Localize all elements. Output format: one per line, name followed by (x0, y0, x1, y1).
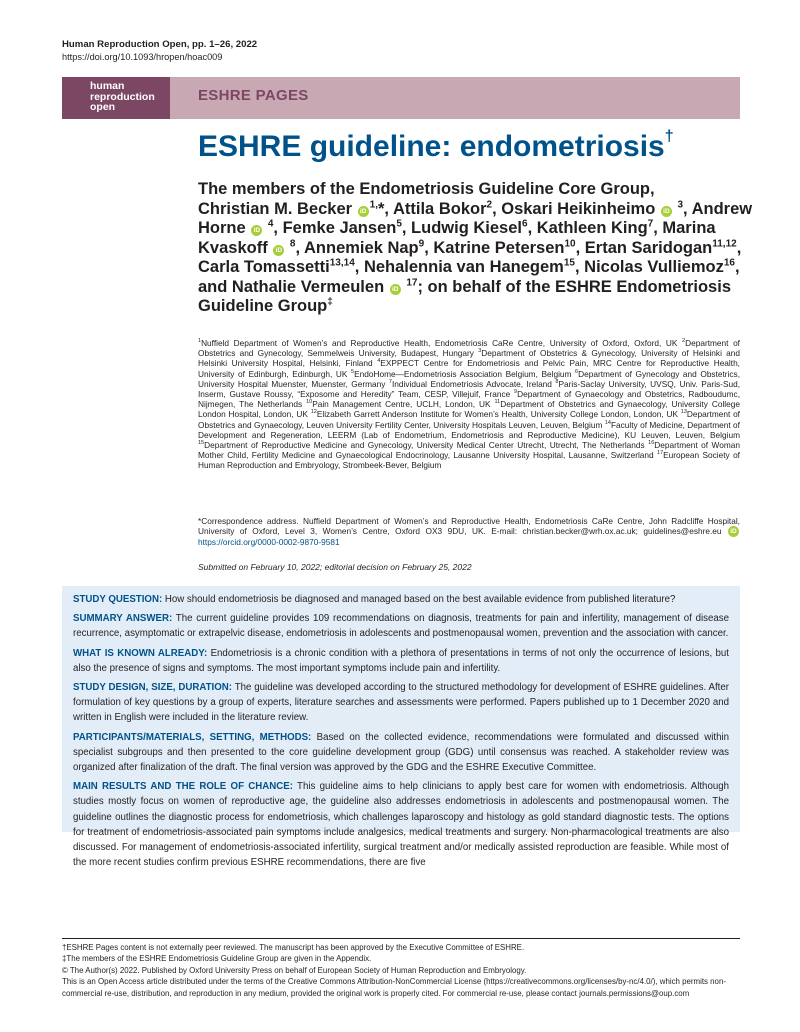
affiliation-ref: 17 (406, 277, 418, 288)
orcid-icon[interactable]: iD (728, 526, 739, 537)
author-name[interactable]: , Nicolas Vulliemoz (574, 258, 724, 276)
affiliation-ref: 15 (563, 257, 575, 269)
footnote: This is an Open Access article distributed under the terms of the Creative Commons Attribution-NonCommercial License (https://creativecommons.org/licenses/by-nc/4.0/), which permits non-commercial re-use, distribution, and reproduction in any medium, provided the original work is properly cited. For commercial re-use, please contact journals.permissions@oup.com (62, 977, 726, 998)
affiliation-number: 13 (680, 409, 687, 416)
author-name[interactable]: Christian M. Becker (198, 199, 353, 218)
affiliation-number: 6 (575, 368, 579, 375)
affiliation-ref: 8 (289, 238, 296, 249)
affiliation-text: Nuffield Department of Women’s and Reproductive Health, Endometriosis CaRe Centre, University of Oxford, Oxford, UK (201, 338, 683, 348)
abstract-heading: STUDY DESIGN, SIZE, DURATION: (73, 682, 232, 694)
logo-line-3: open (90, 101, 116, 113)
affiliation-text: Department of Gynecology and Obstetrics, University Hospital Muenster, Muenster, Germany (198, 368, 741, 389)
abstract-section (73, 680, 729, 726)
abstract-section (73, 779, 729, 870)
journal-logo (62, 77, 170, 119)
title-footnote-mark[interactable]: † (664, 128, 674, 145)
abstract-heading: PARTICIPANTS/MATERIALS, SETTING, METHODS: (73, 731, 312, 743)
abstract-section (73, 730, 729, 776)
submission-dates: Submitted on February 10, 2022; editorial decision on February 25, 2022 (198, 562, 472, 572)
affiliation-number: 15 (198, 440, 205, 447)
correspondence (198, 516, 740, 547)
affiliation-number: 7 (388, 379, 392, 386)
logo-line-1: human (90, 80, 125, 92)
affiliation-number: 10 (306, 399, 313, 406)
abstract-text: The current guideline provides 109 recommendations on diagnosis, treatments for pain and infertility, management of disease recurrence, asymptomatic or extrapelvic disease, endometriosis in adolescents and postmenopausal women, prevention and the association with cancer. (73, 613, 729, 640)
affiliation-ref: 6 (522, 218, 528, 230)
affiliation-number: 11 (494, 399, 501, 406)
affiliation-ref: 10 (564, 238, 576, 249)
doi-link[interactable]: https://doi.org/10.1093/hropen/hoac009 (62, 52, 223, 62)
affiliation-number: 17 (657, 450, 664, 457)
abstract-heading: MAIN RESULTS AND THE ROLE OF CHANCE: (73, 781, 293, 793)
abstract-section (73, 592, 729, 607)
abstract-text: The guideline was developed according to the structured methodology for development of ESHRE guidelines. After formulation of key questions by a group of experts, literature searches and assessments were performed. Papers published up to 1 December 2020 and written in English were included in the literature review. (73, 682, 729, 724)
affiliation-ref: 13,14 (329, 257, 355, 269)
affiliation-text: Pain Management Centre, UCLH, London, UK (312, 399, 495, 410)
affiliation-text: Department of Woman Mother Child, Fertility Medicine and Gynaecological Endocrinology, Lausanne University Hospital, Lausanne, Switzerland (198, 440, 740, 461)
author-name[interactable]: , Ludwig Kiesel (401, 219, 522, 237)
affiliation-number: 4 (377, 358, 381, 365)
affiliation-number: 16 (648, 440, 655, 447)
affiliation-number: 12 (310, 409, 317, 416)
affiliation-ref: 2 (486, 199, 493, 210)
author-name[interactable]: , Kathleen King (527, 219, 648, 237)
affiliation-text: Department of Reproductive Medicine and Gynecology, University Medical Center Utrecht, Utrecht, The Netherlands (204, 440, 649, 451)
affiliation-text: Department of Obstetrics and Gynaecology, Leuven University Fertility Center, University Hospitals Leuven, Leuven, Belgium (198, 409, 740, 430)
logo-line-2: reproduction (90, 90, 155, 103)
footnotes (62, 938, 740, 999)
author-list (198, 180, 758, 317)
abstract-text: Endometriosis is a chronic condition with a plethora of presentations in terms of not only the occurrence of lesions, but also the presence of signs and symptoms. The most important symptoms include pain and infertility. (73, 647, 729, 674)
author-name[interactable]: , Andrew Horne (198, 199, 753, 237)
group-line: The members of the Endometriosis Guideline Core Group, (198, 180, 655, 198)
affiliation-number: 9 (514, 389, 518, 396)
orcid-icon[interactable]: iD (251, 225, 262, 236)
affiliation-ref: 3 (677, 199, 684, 210)
author-name[interactable]: , Marina Kvaskoff (198, 219, 716, 257)
correspondence-text: *Correspondence address. Nuffield Department of Women’s and Reproductive Health, Endometriosis CaRe Centre, John Radcliffe Hospital, University of Oxford, Level 3, Women’s Centre, Oxford OX3 9DU, UK. E-mail: christian.becker@wrh.ox.ac.uk; guidelines@eshre.eu (198, 516, 740, 537)
structured-abstract (62, 586, 740, 869)
abstract-section (73, 646, 729, 676)
orcid-link[interactable]: https://orcid.org/0000-0002-9870-9581 (198, 537, 340, 548)
affiliation-number: 8 (555, 379, 559, 386)
author-name[interactable]: , Femke Jansen (273, 219, 397, 237)
affiliation-ref: 4 (267, 218, 274, 230)
affiliation-text: Individual Endometriosis Advocate, Ireland (391, 378, 556, 389)
section-label: ESHRE PAGES (198, 87, 309, 104)
affiliation-ref: 9 (418, 238, 425, 249)
abstract-heading: STUDY QUESTION: (73, 594, 163, 605)
author-name[interactable]: , and Nathalie Vermeulen (198, 258, 740, 296)
affiliation-text: Paris-Saclay University, UVSQ, Univ. Paris-Sud, Inserm, Gustave Roussy, “Exposome and Heredity” Team, CESP, Villejuif, France (198, 378, 741, 400)
affiliation-number: 2 (682, 338, 686, 345)
article-title-text: ESHRE guideline: endometriosis (198, 130, 665, 163)
affiliation-number: 1 (198, 338, 202, 345)
affiliation-number: 3 (478, 348, 482, 355)
group-footnote-mark[interactable]: ‡ (327, 296, 333, 308)
affiliation-text: Department of Obstetrics & Gynecology, University of Helsinki and Helsinki University Hospital, Helsinki, Finland (198, 348, 740, 369)
author-separator: *, (378, 199, 393, 218)
orcid-icon[interactable]: iD (661, 206, 672, 217)
article-title (198, 130, 674, 164)
affiliation-text: Elizabeth Garrett Anderson Institute for Women’s Health, University College London, London, UK (316, 409, 681, 420)
author-name[interactable]: , Katrine Petersen (424, 238, 565, 257)
affiliation-text: Faculty of Medicine, Department of Development and Regeneration, LEERM (Lab of Endometrium, Endometriosis and Reproductive Medicine), KU Leuven, Leuven, Belgium (198, 419, 740, 440)
affiliation-text: Department of Obstetrics and Gynecology, Semmelweis University, Budapest, Hungary (198, 338, 740, 359)
abstract-text: How should endometriosis be diagnosed and managed based on the best available evidence from published literature? (162, 594, 676, 605)
affiliation-ref: 5 (396, 218, 402, 230)
author-name[interactable]: , Annemiek Nap (295, 238, 419, 257)
affiliation-ref: 7 (647, 218, 654, 230)
author-name[interactable]: , Nehalennia van Hanegem (354, 258, 564, 276)
abstract-heading: WHAT IS KNOWN ALREADY: (73, 647, 208, 659)
affiliation-number: 14 (604, 419, 611, 426)
author-closing: ; on behalf of the ESHRE Endometriosis Guideline Group (198, 277, 731, 315)
footnote: ‡The members of the ESHRE Endometriosis Guideline Group are given in the Appendix. (62, 954, 372, 964)
affiliations (198, 338, 740, 471)
orcid-icon[interactable]: iD (273, 245, 284, 256)
affiliation-ref: 16 (723, 257, 735, 269)
affiliation-text: Department of Gynaecology and Obstetrics, Radboudumc, Nijmegen, The Netherlands (198, 389, 740, 410)
author-name[interactable]: , Ertan Saridogan (575, 238, 713, 257)
affiliation-text: EXPPECT Centre for Endometriosis and Pelvic Pain, MRC Centre for Reproductive Health, University of Edinburgh, Edinburgh, UK (198, 358, 740, 379)
affiliation-text: European Society of Human Reproduction and Embryology, Strombeek-Bever, Belgium (198, 450, 740, 471)
affiliation-number: 5 (351, 368, 355, 375)
abstract-heading: SUMMARY ANSWER: (73, 613, 173, 625)
abstract-section (73, 611, 729, 641)
orcid-icon[interactable]: iD (390, 284, 401, 295)
author-name[interactable]: , Oskari Heikinheimo (492, 199, 656, 218)
abstract-text: Based on the collected evidence, recommendations were formulated and discussed within specialist subgroups and then presented to the core guideline development group (GDG) until consensus was reached. A stakeholder review was organized after finalization of the draft. The final version was approved by the GDG and the ESHRE Executive Committee. (73, 731, 729, 774)
abstract-text: This guideline aims to help clinicians to apply best care for women with endometriosis. Although studies mostly focus on women of reproductive age, the guideline also addresses endometriosis in adolescents and postmenopausal women. The guideline outlines the diagnostic process for endometriosis, which challenges laparoscopy and histology as gold standard diagnostic tests. The options for treatment of endometriosis-associated pain symptoms include analgesics, medical treatments and surgery. Non-pharmacological treatments are also discussed. For management of endometriosis-associated infertility, surgical treatment and/or medically assisted reproduction are feasible. While most of the more recent studies confirm previous ESHRE recommendations, there are five (73, 781, 729, 869)
author-name[interactable]: Attila Bokor (392, 199, 487, 218)
affiliation-ref: 1, (369, 199, 378, 210)
footnote: © The Author(s) 2022. Published by Oxford University Press on behalf of European Society of Human Reproduction and Embryology. (62, 965, 527, 975)
affiliation-ref: 11,12 (712, 238, 737, 249)
affiliation-text: Department of Obstetrics and Gynaecology, University College London Hospital, London, UK (198, 399, 740, 420)
author-name[interactable]: , Carla Tomassetti (198, 238, 742, 276)
affiliation-text: EndoHome—Endometriosis Association Belgium, Belgium (354, 368, 576, 379)
journal-citation: Human Reproduction Open, pp. 1–26, 2022 (62, 39, 258, 50)
orcid-icon[interactable]: iD (358, 206, 369, 217)
footnote: †ESHRE Pages content is not externally peer reviewed. The manuscript has been approved by the Executive Committee of ESHRE. (62, 943, 525, 952)
